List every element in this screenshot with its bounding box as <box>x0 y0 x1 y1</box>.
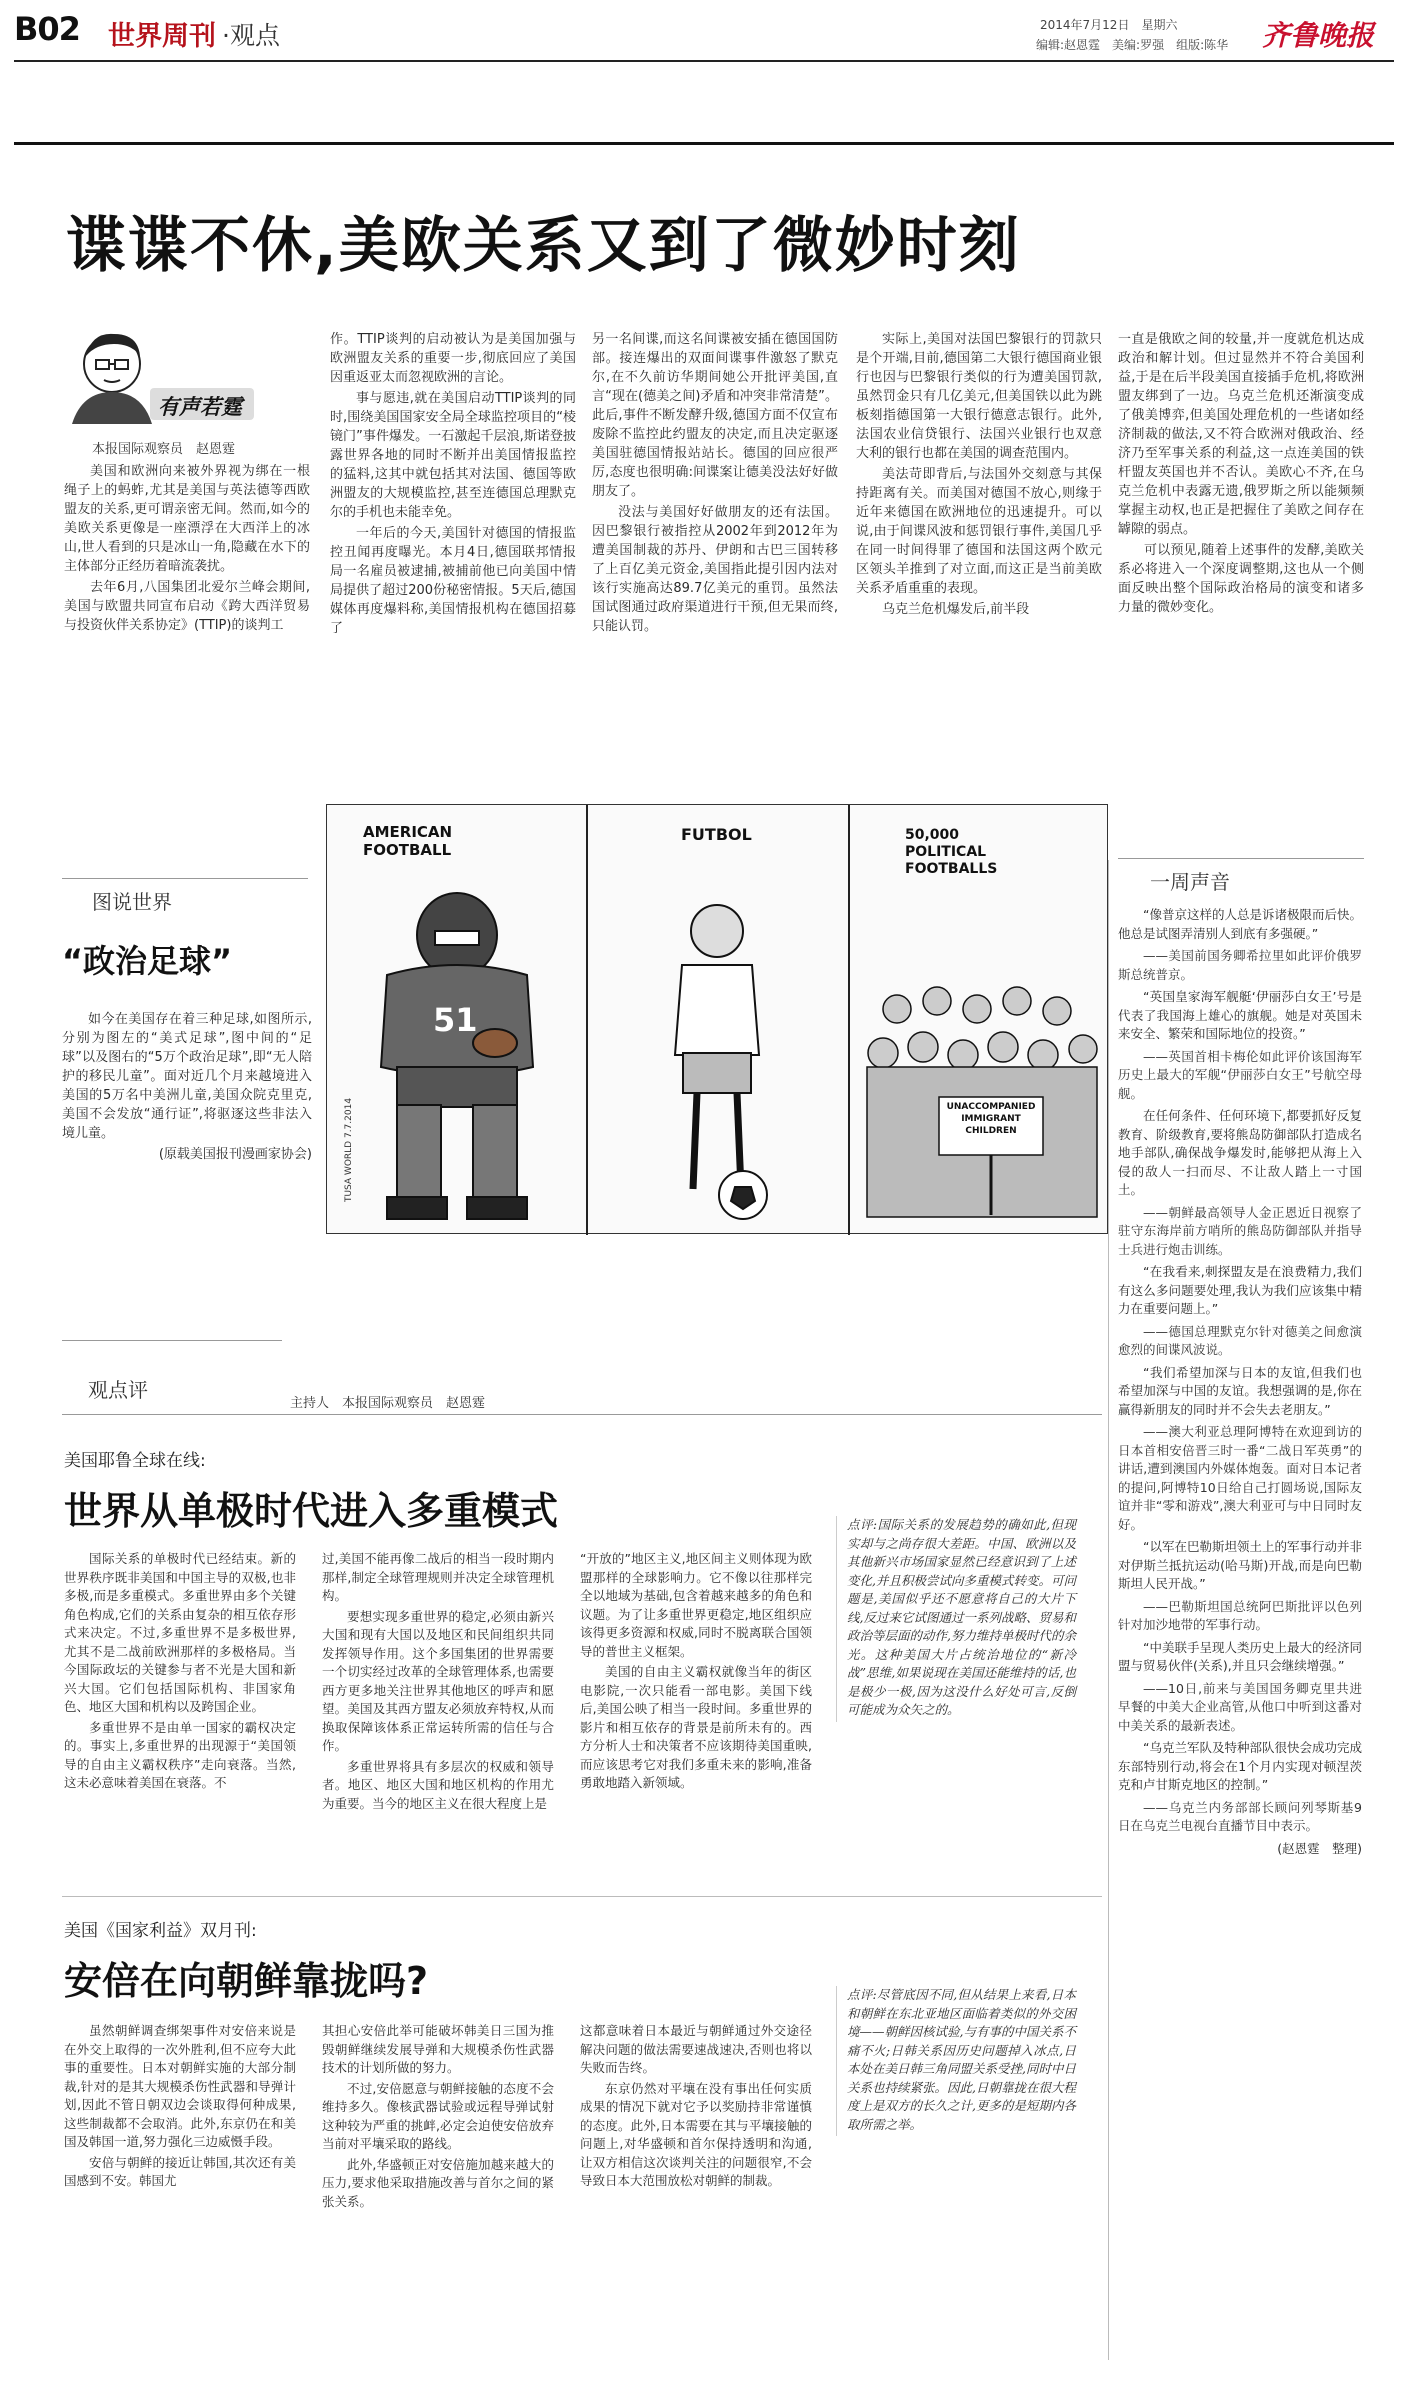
article2-source: 美国耶鲁全球在线: <box>64 1451 206 1471</box>
paragraph: 一年后的今天,美国针对德国的情报监控丑闻再度曝光。本月4日,德国联邦情报局一名雇员被逮捕,被捕前他已向美国中情局提供了超过200份秘密情报。5天后,德国媒体再度爆料称,美国情报机构在德国招募了 <box>330 526 576 636</box>
quote-item <box>1118 1538 1362 1635</box>
quote-source: ——巴勒斯坦国总统阿巴斯批评以色列针对加沙地带的军事行动。 <box>1118 1598 1362 1632</box>
quote-source: ——美国前国务卿希拉里如此评价俄罗斯总统普京。 <box>1118 948 1362 982</box>
comment-text: 点评:尽管底因不同,但从结果上来看,日本和朝鲜在东北亚地区面临着类似的外交困境——朝鲜因核试验,与有事的中国关系不痛不火;日韩关系因历史问题掉入冰点,日本处在美日韩三角同盟关系受挫,同时中日关系也持续紧张。因此,日朝靠拢在很大程度上是双方的长久之计,更多的是短期内各取所需之举。 <box>847 1987 1076 2132</box>
paragraph: 东京仍然对平壤在没有事出任何实质成果的情况下就对它予以奖励持非常谨慎的态度。此外,日本需要在其与平壤接触的问题上,对华盛顿和首尔保持透明和沟通,让双方相信这次谈判关注的问题很窄,不会导致日本大范围放松对朝鲜的制裁。 <box>580 2080 812 2188</box>
column-name-text: 有声若霆 <box>158 395 242 419</box>
paragraph: 过,美国不能再像二战后的相当一段时期内那样,制定全球管理规则并决定全球管理机构。 <box>322 1551 554 1603</box>
quote-text: “英国皇家海军舰艇‘伊丽莎白女王’号是代表了我国海上雄心的旗舰。她是对英国未来安全、繁荣和国际地位的投资。” <box>1118 989 1362 1041</box>
political-cartoon <box>326 804 1108 1234</box>
weekly-voices-list <box>1118 906 1362 1858</box>
article3-col-3 <box>580 2022 812 2193</box>
quote-text: “乌克兰军队及特种部队很快会成功完成东部特别行动,将会在1个月内实现对顿涅茨克和卢甘斯克地区的控制。” <box>1118 1740 1362 1792</box>
quote-item <box>1118 1739 1362 1836</box>
children-sign-text: UNACCOMPANIED IMMIGRANT CHILDREN <box>946 1102 1036 1136</box>
weekly-voices-credit: (赵恩霆 整理) <box>1277 1840 1362 1856</box>
main-article-col-5 <box>1118 330 1364 619</box>
quote-source: ——乌克兰内务部部长顾问列琴斯基9日在乌克兰电视台直播节目中表示。 <box>1118 1799 1362 1833</box>
paragraph: 虽然朝鲜调查绑架事件对安倍来说是在外交上取得的一次外胜利,但不应夸大此事的重要性。日本对朝鲜实施的大部分制裁,针对的是其大规模杀伤性武器和导弹计划,因此不管日朝双边会谈取得何种成果,这些制裁都不会取消。此外,东京仍在和美国及韩国一道,努力强化三边威慑手段。 <box>64 2023 296 2149</box>
soccer-player-figure <box>675 905 767 1219</box>
subsection-title: ·观点 <box>222 21 280 50</box>
cartoon-section-heading: 图说世界 <box>92 890 172 914</box>
quote-source: ——澳大利亚总理阿博特在欢迎到访的日本首相安倍晋三时一番“二战日军英勇”的讲话,遭到澳国内外媒体炮轰。面对日本记者的提问,阿博特10日给自己打圆场说,国际友谊并非“零和游戏”,澳大利亚可与中日同时友好。 <box>1118 1424 1362 1532</box>
comment-text: 点评:国际关系的发展趋势的确如此,但现实却与之尚存很大差距。中国、欧洲以及其他新兴市场国家显然已经意识到了上述变化,并且积极尝试向多重模式转变。可问题是,美国似乎还不愿意将自己的大片下线,反过来它试图通过一系列战略、贸易和政治等层面的动作,努力维持单极时代的余光。这种美国大片占统治地位的“新冷战”思维,如果说现在美国还能维持的话,也是极少一极,因为这没什么好处可言,反倒可能成为众矢之的。 <box>847 1517 1076 1717</box>
opinion-host: 主持人 本报国际观察员 赵恩霆 <box>290 1396 486 1411</box>
quote-text: “像普京这样的人总是诉诸极限而后快。他总是试图弄清别人到底有多强硬。” <box>1118 907 1362 941</box>
caption-text: 如今在美国存在着三种足球,如图所示,分别为图左的“美式足球”,图中间的“足球”以及图右的“5万个政治足球”,即“无人陪护的移民儿童”。面对近几个月来越境进入美国的5万名中美洲儿童,美国众院克里克,美国不会发放“通行证”,将驱逐这些非法入境儿童。 <box>62 1012 312 1141</box>
paragraph: 多重世界不是由单一国家的霸权决定的。事实上,多重世界的出现源于“美国领导的自由主义霸权秩序”走向衰落。当然,这未必意味着美国在衰落。不 <box>64 1719 296 1790</box>
article3-source: 美国《国家利益》双月刊: <box>64 1921 257 1941</box>
paragraph: 这都意味着日本最近与朝鲜通过外交途径解决问题的做法需要速战速决,否则也将以失败而告终。 <box>580 2023 812 2075</box>
section-rule <box>1118 858 1364 859</box>
paragraph: 其担心安倍此举可能破坏韩美日三国为推毁朝鲜继续发展导弹和大规模杀伤性武器技术的计划所做的努力。 <box>322 2023 554 2075</box>
cartoon-label-left: AMERICAN FOOTBALL <box>363 823 453 859</box>
paper-logo: 齐鲁晚报 <box>1262 19 1375 52</box>
cartoonist-signature: TUSA WORLD 7.7.2014 <box>344 1097 355 1203</box>
opinion-rule <box>62 1414 1102 1415</box>
article2-col-3 <box>580 1550 812 1795</box>
masthead-rule <box>14 60 1394 62</box>
paragraph: 实际上,美国对法国巴黎银行的罚款只是个开端,目前,德国第二大银行德国商业银行也因与巴黎银行类似的行为遭美国罚款,虽然罚金只有几亿美元,但美国铁以此为跳板刻指德国第一大银行德意志银行。此外,法国农业信贷银行、法国兴业银行也双意大利的银行也都在美国的调查范围内。 <box>856 332 1102 461</box>
article-separator <box>62 1896 1102 1897</box>
quote-source: ——英国首相卡梅伦如此评价该国海军历史上最大的军舰“伊丽莎白女王”号航空母舰。 <box>1118 1048 1362 1101</box>
quote-source: ——10日,前来与美国国务卿克里共进早餐的中美大企业高管,从他口中听到这番对中美关系的最新表述。 <box>1118 1680 1362 1733</box>
main-article-col-2 <box>330 330 576 640</box>
quote-text: “我们希望加深与日本的友谊,但我们也希望加深与中国的友谊。我想强调的是,你在赢得新朋友的同时并不会失去老朋友。” <box>1118 1364 1362 1417</box>
editors-credit: 编辑:赵恩霆 美编:罗强 组版:陈华 <box>1036 38 1229 52</box>
football-player-figure <box>381 893 533 1219</box>
article3-col-2 <box>322 2022 554 2213</box>
paragraph: 美国的自由主义霸权就像当年的街区电影院,一次只能看一部电影。美国下线后,美国公映了相当一段时间。多重世界的影片和相互依存的背景是前所未有的。西方分析人士和决策者不应该期待美国重映,而应该思考它对我们多重未来的影响,准备勇敢地踏入新领域。 <box>580 1664 812 1790</box>
paragraph: 一直是俄欧之间的较量,并一度就危机达成政治和解计划。但过显然并不符合美国利益,于是在后半段美国直接插手危机,将欧洲盟友绑到了一边。乌克兰危机还渐演变成了俄美博弈,但美国处理危机的一些诸如经济制裁的做法,又不符合欧洲对俄政治、经济乃至军事关系的利益,这一点连美国的铁杆盟友英国也并不否认。美欧心不齐,在乌克兰危机中表露无遗,俄罗斯之所以能频频掌握主动权,也正是把握住了美欧之间存在罅隙的弱点。 <box>1118 332 1364 537</box>
jersey-number: 51 <box>433 1001 478 1039</box>
quote-source: ——朝鲜最高领导人金正恩近日视察了驻守东海岸前方哨所的熊岛防御部队并指导士兵进行炮击训练。 <box>1118 1204 1362 1257</box>
section-rule <box>62 1340 282 1341</box>
article3-col-1 <box>64 2022 296 2193</box>
issue-date: 2014年7月12日 星期六 <box>1040 18 1178 32</box>
paragraph: 作。TTIP谈判的启动被认为是美国加强与欧洲盟友关系的重要一步,彻底回应了美国因重返亚太而忽视欧洲的言论。 <box>330 332 576 385</box>
quote-item <box>1118 1263 1362 1360</box>
section-rule <box>62 878 308 879</box>
article2-comment <box>836 1516 1076 1722</box>
paragraph: 美国和欧洲向来被外界视为绑在一根绳子上的蚂蚱,尤其是美国与英法德等西欧盟友的关系,更可谓亲密无间。然而,如今的美欧关系更像是一座漂浮在大西洋上的冰山,世人看到的只是冰山一角,隐藏在水下的主体部分正经历着暗流袭扰。 <box>64 464 310 574</box>
quote-text: 在任何条件、任何环境下,都要抓好反复教育、阶级教育,要将熊岛防御部队打造成名地手部队,确保战争爆发时,能够把从海上入侵的敌人一扫而尽、不让敌人踏上一寸国土。 <box>1118 1108 1362 1197</box>
paragraph: 不过,安倍愿意与朝鲜接触的态度不会维持多久。像核武器试验或远程导弹试射这种较为严重的挑衅,必定会迫使安倍放弃当前对平壤采取的路线。 <box>322 2080 554 2151</box>
paragraph: 没法与美国好好做朋友的还有法国。因巴黎银行被指控从2002年到2012年为遭美国制裁的苏丹、伊朗和古巴三国转移了上百亿美元资金,美国指此提引因内法对该行实施高达89.7亿美元的重罚。虽然法国试图通过政府渠道进行干预,但无果而终,只能认罚。 <box>592 505 838 634</box>
main-headline: 谍谍不休,美欧关系又到了微妙时刻 <box>66 211 1021 281</box>
paragraph: 多重世界将具有多层次的权威和领导者。地区、地区大国和地区机构的作用尤为重要。当今的地区主义在很大程度上是 <box>322 1758 554 1811</box>
paragraph: 要想实现多重世界的稳定,必须由新兴大国和现有大国以及地区和民间组织共同发挥领导作用。这个多国集团的世界需要一个切实经过改革的全球管理体系,也需要西方更多地关注世界其他地区的呼声和愿望。美国及其西方盟友必须放弃特权,从而换取保障该体系正常运转所需的信任与合作。 <box>322 1608 554 1753</box>
paragraph: 可以预见,随着上述事件的发酵,美欧关系必将进入一个深度调整期,这也从一个侧面反映出整个国际政治格局的演变和诸多力量的微妙变化。 <box>1118 543 1364 615</box>
cartoon-title: “政治足球” <box>62 942 233 980</box>
quote-text: “在我看来,刺探盟友是在浪费精力,我们有这么多问题要处理,我认为我们应该集中精力在重要问题上。” <box>1118 1264 1362 1316</box>
headline-top-rule <box>14 142 1394 145</box>
cartoon-label-right: 50,000 POLITICAL FOOTBALLS <box>905 827 998 877</box>
article2-col-2 <box>322 1550 554 1815</box>
page-number: B02 <box>14 10 80 48</box>
quote-item <box>1118 988 1362 1103</box>
paragraph: 美法苛即背后,与法国外交刻意与其保持距离有关。而美国对德国不放心,则缘于近年来德国在欧洲地位的迅速提升。可以说,由于间谍风波和惩罚银行事件,美国几乎在同一时间得罪了德国和法国这两个欧元区领头羊推到了对立面,而这正是当前美欧关系矛盾重重的表现。 <box>856 467 1102 596</box>
paragraph: 去年6月,八国集团北爱尔兰峰会期间,美国与欧盟共同宣布启动《跨大西洋贸易与投资伙伴关系协定》(TTIP)的谈判工 <box>64 580 310 633</box>
opinion-heading: 观点评 <box>88 1378 148 1402</box>
quote-item <box>1118 1364 1362 1535</box>
byline: 本报国际观察员 赵恩霆 <box>92 442 236 457</box>
cartoon-caption <box>62 1010 312 1164</box>
quote-item <box>1118 906 1362 984</box>
weekly-voices-heading: 一周声音 <box>1150 870 1230 894</box>
paragraph: 另一名间谍,而这名间谍被安插在德国国防部。接连爆出的双面间谍事件激怒了默克尔,在不久前访华期间她公开批评美国,直言“现在(德美之间)矛盾和冲突非常清楚”。此后,事件不断发酵升级,德国方面不仅宣布废除不监控此约盟友的决定,而且决定驱逐美国驻德国情报站站长。德国的回应很严厉,态度也很明确:间谍案让德美没法好好做朋友了。 <box>592 332 838 499</box>
article2-title: 世界从单极时代进入多重模式 <box>64 1489 559 1533</box>
columnist-badge <box>62 326 252 426</box>
paragraph: 乌克兰危机爆发后,前半段 <box>882 602 1030 617</box>
quote-source: ——德国总理默克尔针对德美之间愈演愈烈的间谍风波说。 <box>1118 1323 1362 1357</box>
column-name <box>150 388 254 420</box>
main-article-col-3 <box>592 330 838 638</box>
paragraph: 国际关系的单极时代已经结束。新的世界秩序既非美国和中国主导的双极,也非多极,而是多重模式。多重世界由多个关键角色构成,它们的关系由复杂的相互依存形式来决定。不过,多重世界不是多极世界,尤其不是二战前欧洲那样的多极格局。当今国际政坛的关键参与者不光是大国和新兴大国。它们包括国际机构、非国家角色、地区大国和机构以及跨国企业。 <box>64 1551 296 1714</box>
paragraph: 此外,华盛顿正对安倍施加越来越大的压力,要求他采取措施改善与首尔之间的紧张关系。 <box>322 2156 554 2209</box>
article3-title: 安倍在向朝鲜靠拢吗? <box>64 1959 429 2003</box>
quote-item <box>1118 1639 1362 1736</box>
column-divider <box>1108 860 1109 2360</box>
quote-text: “中美联手呈现人类历史上最大的经济同盟与贸易伙伴(关系),并且只会继续增强。” <box>1118 1639 1362 1673</box>
paragraph: 事与愿违,就在美国启动TTIP谈判的同时,围绕美国国家安全局全球监控项目的“棱镜门”事件爆发。一石激起千层浪,斯诺登披露世界各地的同时不断并出美国情报监控的猛料,这其中就包括其对法国、德国等欧洲盟友的大规模监控,甚至连德国总理默克尔的手机也未能幸免。 <box>330 391 576 520</box>
section-title: 世界周刊 <box>108 21 216 52</box>
article3-comment <box>836 1986 1076 2136</box>
quote-text: “以军在巴勒斯坦领土上的军事行动并非对伊斯兰抵抗运动(哈马斯)开战,而是向巴勒斯坦人民开战。” <box>1118 1539 1362 1591</box>
quote-item <box>1118 1107 1362 1259</box>
cartoon-label-mid: FUTBOL <box>681 825 752 844</box>
paragraph: 安倍与朝鲜的接近让韩国,其次还有美国感到不安。韩国尤 <box>64 2154 296 2188</box>
cartoon-credit: (原载美国报刊漫画家协会) <box>158 1147 312 1162</box>
paragraph: “开放的”地区主义,地区间主义则体现为欧盟那样的全球影响力。它不像以往那样完全以地域为基础,包含着越来越多的角色和议题。为了让多重世界更稳定,地区组织应该得更多资源和权威,同时不脱离联合国领导的普世主义框架。 <box>580 1551 812 1659</box>
main-article-col-4 <box>856 330 1102 621</box>
main-article-col-1 <box>64 462 310 637</box>
article2-col-1 <box>64 1550 296 1795</box>
